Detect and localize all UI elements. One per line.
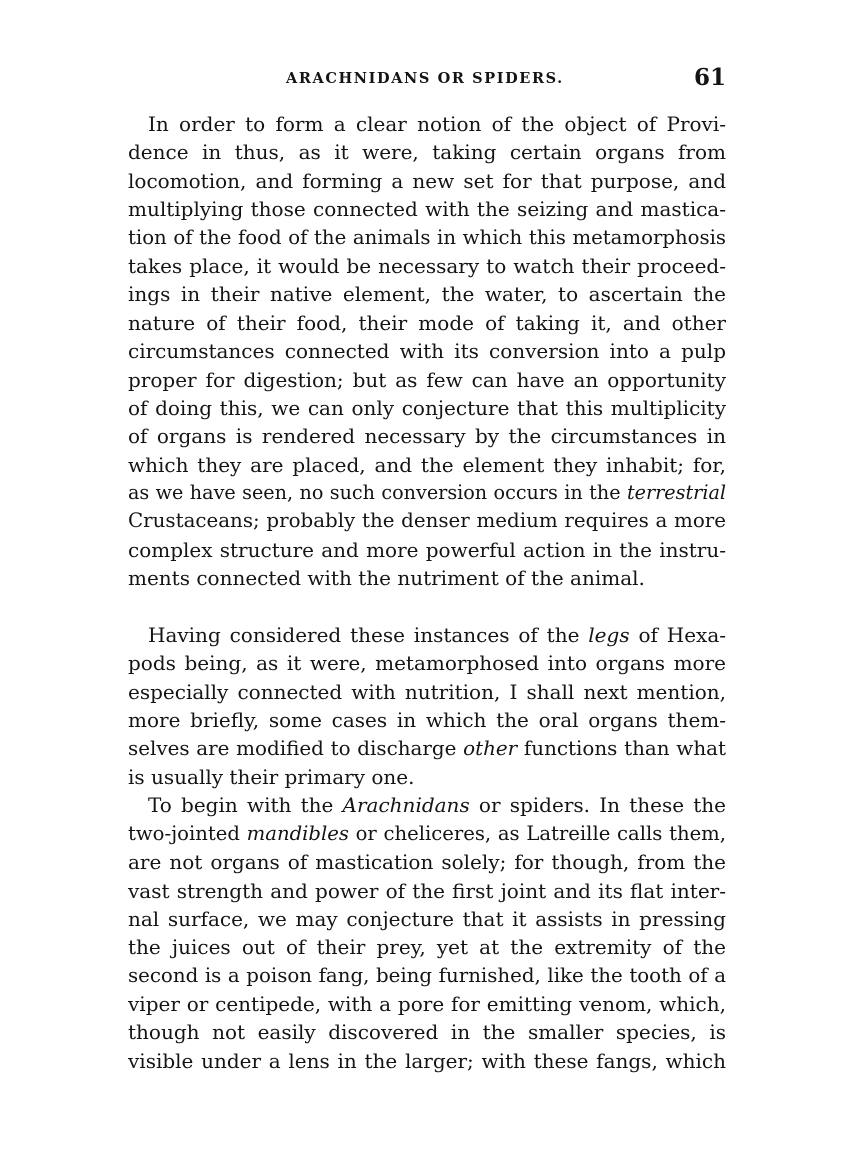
text-line: tion of the food of the animals in which this metamorphosis <box>128 225 726 249</box>
paragraph-providence <box>128 110 726 593</box>
text-segment: functions than what <box>517 736 726 760</box>
italic-term-mandibles: mandibles <box>246 821 349 845</box>
italic-term-arachnidans: Arachnidans <box>342 793 470 818</box>
text-line: nature of their food, their mode of taking it, and other <box>128 310 726 335</box>
text-line: is usually their primary one. <box>128 764 415 789</box>
text-line: circumstances connected with its conversion into a pulp <box>128 339 726 364</box>
text-segment: or spiders. In these the <box>469 793 726 818</box>
text-line: second is a poison fang, being furnished, like the tooth of a <box>128 963 726 987</box>
text-line-with-italic <box>128 791 726 819</box>
page-number: 61 <box>693 64 726 91</box>
text-line-with-italic <box>128 621 726 649</box>
text-segment: To begin with the <box>148 793 343 818</box>
text-line-with-italic <box>128 479 726 507</box>
text-line: takes place, it would be necessary to watch their proceed- <box>128 253 726 278</box>
text-line: vast strength and power of the first joint and its flat inter- <box>128 878 726 903</box>
text-segment: selves are modified to discharge <box>128 736 464 760</box>
text-line: the juices out of their prey, yet at the extremity of the <box>128 935 726 960</box>
text-line: locomotion, and forming a new set for that purpose, and <box>128 168 726 193</box>
text-segment: of Hexa- <box>629 623 726 647</box>
italic-term-legs: legs <box>588 623 630 647</box>
text-line: multiplying those connected with the seizing and mastica- <box>128 197 726 222</box>
text-line: In order to form a clear notion of the object of Provi- <box>148 112 726 136</box>
text-line: more briefly, some cases in which the oral organs them- <box>128 708 726 733</box>
running-title: ARACHNIDANS OR SPIDERS. <box>286 70 564 87</box>
text-line-with-italic <box>128 820 726 848</box>
text-line: proper for digestion; but as few can have an opportunity <box>128 367 726 392</box>
paragraph-hexapods-and-spiders <box>128 621 726 1075</box>
text-line: are not organs of mastication solely; for though, from the <box>128 850 726 875</box>
text-line: viper or centipede, with a pore for emitting venom, which, <box>128 992 726 1017</box>
text-line: visible under a lens in the larger; with these fangs, which <box>128 1048 726 1073</box>
text-line: which they are placed, and the element they inhabit; for, <box>128 452 726 477</box>
text-line: though not easily discovered in the smaller species, is <box>128 1020 726 1045</box>
text-line: Crustaceans; probably the denser medium requires a more <box>128 509 726 533</box>
text-segment: or cheliceres, as Latreille calls them, <box>348 821 727 845</box>
text-line-with-italic <box>128 735 726 763</box>
text-segment: Having considered these instances of the <box>148 623 589 647</box>
text-line: nal surface, we may conjecture that it assists in pressing <box>128 906 726 931</box>
running-head <box>128 66 728 96</box>
text-line: of organs is rendered necessary by the circumstances in <box>128 424 726 449</box>
text-line: especially connected with nutrition, I shall next mention, <box>128 679 726 704</box>
text-line: ments connected with the nutriment of the animal. <box>128 566 645 591</box>
text-segment: as we have seen, no such conversion occurs in the <box>128 481 627 505</box>
italic-term-other: other <box>463 736 518 760</box>
text-line: ings in their native element, the water, to ascertain the <box>128 282 726 307</box>
text-line: dence in thus, as it were, taking certain organs from <box>128 140 726 165</box>
italic-term-terrestrial: terrestrial <box>626 481 726 505</box>
text-line: pods being, as it were, metamorphosed into organs more <box>128 651 726 676</box>
text-segment: two-jointed <box>128 821 247 845</box>
text-line: of doing this, we can only conjecture that this multiplicity <box>128 395 726 420</box>
text-line: complex structure and more powerful action in the instru- <box>128 537 726 562</box>
